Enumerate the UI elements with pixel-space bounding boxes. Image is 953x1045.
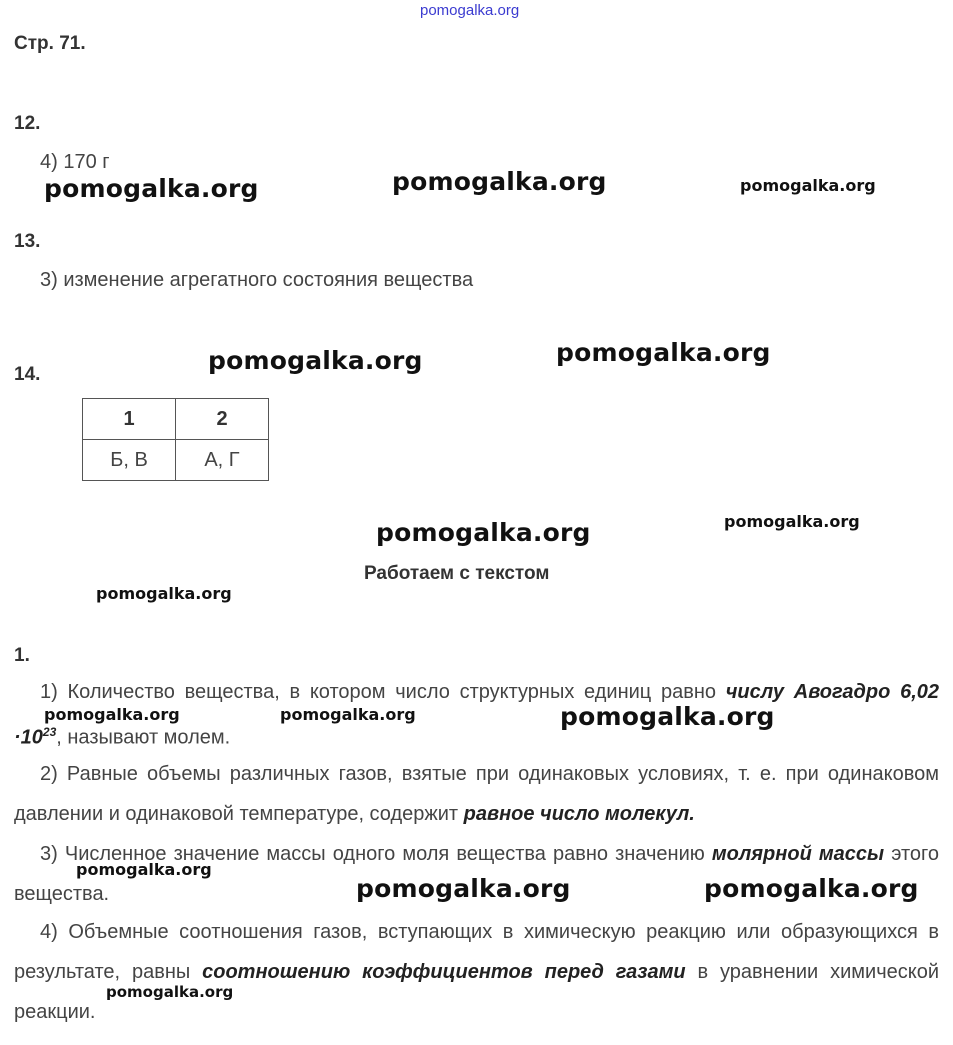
paragraph-1-emphasis: числу Авогадро 6,02 ·10 — [14, 681, 939, 749]
answer-table-header-1: 1 — [83, 399, 176, 440]
question-14-number: 14. — [14, 364, 41, 385]
watermark-text: pomogalka.org — [208, 346, 423, 375]
paragraph-3-emphasis: молярной массы — [711, 843, 885, 865]
text-task-number: 1. — [14, 645, 30, 666]
answer-table-header-2: 2 — [176, 399, 269, 440]
watermark-text: pomogalka.org — [724, 512, 860, 531]
paragraph-4-emphasis: соотношению коэффициентов перед газами — [202, 961, 686, 983]
watermark-text: pomogalka.org — [96, 584, 232, 603]
top-watermark: pomogalka.org — [420, 2, 520, 19]
watermark-text: pomogalka.org — [356, 874, 571, 903]
paragraph-3-text: 3) Численное значение массы одного моля вещества равно значению — [40, 843, 712, 865]
answer-table-cell-2: А, Г — [176, 440, 269, 481]
question-12-answer: 4) 170 г — [40, 151, 110, 173]
page-label: Стр. 71. — [14, 33, 86, 54]
paragraph-1-ending: , называют молем. — [56, 726, 231, 749]
paragraph-4-ending: в уравнении химической реакции. — [14, 961, 940, 1023]
watermark-text: pomogalka.org — [556, 338, 771, 367]
watermark-text: pomogalka.org — [392, 167, 607, 196]
question-13-number: 13. — [14, 231, 41, 252]
answer-table-row — [83, 440, 269, 481]
watermark-text: pomogalka.org — [44, 174, 259, 203]
question-13-answer: 3) изменение агрегатного состояния вещества — [40, 269, 474, 291]
watermark-text: pomogalka.org — [280, 705, 416, 724]
answer-table-cell-1: Б, В — [83, 440, 176, 481]
watermark-text: pomogalka.org — [76, 860, 212, 879]
paragraph-2 — [14, 754, 939, 834]
paragraph-2-emphasis: равное число молекул. — [463, 803, 695, 825]
paragraph-4 — [14, 912, 939, 1032]
question-12-number: 12. — [14, 113, 41, 134]
section-title: Работаем с текстом — [364, 563, 550, 584]
answer-table-header-row — [83, 399, 269, 440]
watermark-text: pomogalka.org — [106, 983, 234, 1001]
paragraph-3-ending: этого вещества. — [14, 843, 940, 905]
paragraph-1-text: 1) Количество вещества, в котором число структурных единиц равно — [40, 681, 726, 703]
paragraph-4-text: 4) Объемные соотношения газов, вступающих в химическую реакцию или образующихся в результате, равны — [14, 921, 939, 983]
watermark-text: pomogalka.org — [560, 702, 775, 731]
watermark-text: pomogalka.org — [704, 874, 919, 903]
watermark-text: pomogalka.org — [376, 518, 591, 547]
watermark-text: pomogalka.org — [44, 705, 180, 724]
paragraph-2-text: 2) Равные объемы различных газов, взятые при одинаковых условиях, т. е. при одинаковом давлении и одинаковой температуре, содержит — [14, 763, 939, 825]
answer-table — [82, 398, 269, 481]
watermark-text: pomogalka.org — [740, 176, 876, 195]
paragraph-1-exponent: 23 — [42, 725, 57, 739]
